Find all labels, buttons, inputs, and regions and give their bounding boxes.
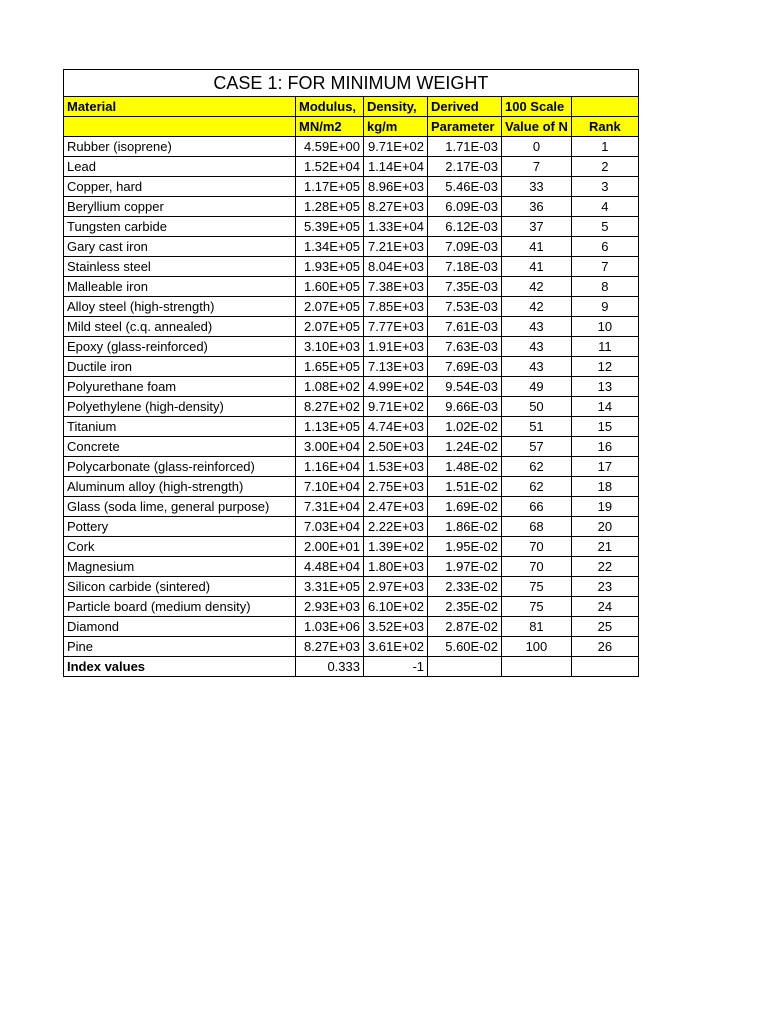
material-cell[interactable]: Pine xyxy=(64,637,296,657)
header-row-1 xyxy=(64,97,639,117)
density-cell[interactable]: 4.99E+02 xyxy=(364,377,428,397)
table-row xyxy=(64,457,639,477)
rank-cell[interactable]: 10 xyxy=(571,317,638,337)
rank-cell[interactable]: 3 xyxy=(571,177,638,197)
table-row xyxy=(64,417,639,437)
modulus-cell[interactable]: 2.00E+01 xyxy=(296,537,364,557)
derived-parameter-cell[interactable]: 5.46E-03 xyxy=(428,177,502,197)
modulus-cell[interactable]: 8.27E+03 xyxy=(296,637,364,657)
table-row xyxy=(64,237,639,257)
material-cell[interactable]: Polyethylene (high-density) xyxy=(64,397,296,417)
derived-parameter-cell[interactable]: 5.60E-02 xyxy=(428,637,502,657)
rank-cell[interactable]: 14 xyxy=(571,397,638,417)
rank-cell[interactable]: 2 xyxy=(571,157,638,177)
density-cell[interactable]: 1.53E+03 xyxy=(364,457,428,477)
modulus-cell[interactable]: 1.03E+06 xyxy=(296,617,364,637)
material-cell[interactable]: Malleable iron xyxy=(64,277,296,297)
density-index-cell[interactable]: -1 xyxy=(364,657,428,677)
modulus-cell[interactable]: 5.39E+05 xyxy=(296,217,364,237)
table-row xyxy=(64,377,639,397)
material-cell[interactable]: Copper, hard xyxy=(64,177,296,197)
derived-parameter-cell[interactable]: 7.63E-03 xyxy=(428,337,502,357)
material-cell[interactable]: Ductile iron xyxy=(64,357,296,377)
density-cell[interactable]: 7.38E+03 xyxy=(364,277,428,297)
material-cell[interactable]: Mild steel (c.q. annealed) xyxy=(64,317,296,337)
derived-parameter-cell[interactable]: 2.87E-02 xyxy=(428,617,502,637)
density-cell[interactable]: 9.71E+02 xyxy=(364,397,428,417)
header-cell[interactable]: 100 Scale xyxy=(502,97,572,117)
material-cell[interactable]: Polyurethane foam xyxy=(64,377,296,397)
table-row xyxy=(64,177,639,197)
derived-parameter-cell[interactable]: 1.71E-03 xyxy=(428,137,502,157)
scale-value-cell[interactable]: 7 xyxy=(502,157,572,177)
scale-value-cell[interactable]: 81 xyxy=(502,617,572,637)
table-row xyxy=(64,317,639,337)
table-title[interactable]: CASE 1: FOR MINIMUM WEIGHT xyxy=(64,70,639,97)
density-cell[interactable]: 4.74E+03 xyxy=(364,417,428,437)
rank-cell[interactable]: 4 xyxy=(571,197,638,217)
table-row xyxy=(64,437,639,457)
density-cell[interactable]: 1.14E+04 xyxy=(364,157,428,177)
header-cell[interactable]: Parameter xyxy=(428,117,502,137)
scale-value-cell[interactable]: 66 xyxy=(502,497,572,517)
density-cell[interactable]: 2.75E+03 xyxy=(364,477,428,497)
derived-parameter-cell[interactable]: 1.86E-02 xyxy=(428,517,502,537)
modulus-index-cell[interactable]: 0.333 xyxy=(296,657,364,677)
modulus-cell[interactable]: 2.07E+05 xyxy=(296,297,364,317)
scale-value-cell[interactable]: 43 xyxy=(502,357,572,377)
modulus-cell[interactable]: 1.13E+05 xyxy=(296,417,364,437)
table-row xyxy=(64,337,639,357)
derived-parameter-cell[interactable]: 9.66E-03 xyxy=(428,397,502,417)
derived-parameter-cell[interactable]: 1.97E-02 xyxy=(428,557,502,577)
derived-parameter-cell[interactable]: 2.35E-02 xyxy=(428,597,502,617)
material-cell[interactable]: Aluminum alloy (high-strength) xyxy=(64,477,296,497)
density-cell[interactable]: 1.33E+04 xyxy=(364,217,428,237)
derived-parameter-cell[interactable]: 9.54E-03 xyxy=(428,377,502,397)
scale-value-cell[interactable]: 70 xyxy=(502,557,572,577)
rank-cell[interactable]: 9 xyxy=(571,297,638,317)
derived-parameter-cell[interactable]: 7.18E-03 xyxy=(428,257,502,277)
density-cell[interactable]: 8.96E+03 xyxy=(364,177,428,197)
scale-index-cell[interactable] xyxy=(502,657,572,677)
derived-parameter-cell[interactable]: 1.51E-02 xyxy=(428,477,502,497)
scale-value-cell[interactable]: 42 xyxy=(502,277,572,297)
material-cell[interactable]: Particle board (medium density) xyxy=(64,597,296,617)
rank-cell[interactable]: 20 xyxy=(571,517,638,537)
density-cell[interactable]: 1.39E+02 xyxy=(364,537,428,557)
material-cell[interactable]: Magnesium xyxy=(64,557,296,577)
header-cell[interactable]: Modulus, xyxy=(296,97,364,117)
table-row xyxy=(64,557,639,577)
spreadsheet xyxy=(63,69,639,677)
table-row xyxy=(64,397,639,417)
density-cell[interactable]: 6.10E+02 xyxy=(364,597,428,617)
density-cell[interactable]: 2.50E+03 xyxy=(364,437,428,457)
scale-value-cell[interactable]: 51 xyxy=(502,417,572,437)
table-row xyxy=(64,137,639,157)
derived-parameter-cell[interactable]: 7.69E-03 xyxy=(428,357,502,377)
density-cell[interactable]: 1.91E+03 xyxy=(364,337,428,357)
scale-value-cell[interactable]: 43 xyxy=(502,337,572,357)
title-row xyxy=(64,70,639,97)
density-cell[interactable]: 7.21E+03 xyxy=(364,237,428,257)
rank-cell[interactable]: 15 xyxy=(571,417,638,437)
modulus-cell[interactable]: 8.27E+02 xyxy=(296,397,364,417)
density-cell[interactable]: 2.97E+03 xyxy=(364,577,428,597)
density-cell[interactable]: 7.85E+03 xyxy=(364,297,428,317)
rank-cell[interactable]: 23 xyxy=(571,577,638,597)
scale-value-cell[interactable]: 62 xyxy=(502,477,572,497)
header-cell[interactable]: Material xyxy=(64,97,296,117)
rank-cell[interactable]: 6 xyxy=(571,237,638,257)
material-cell[interactable]: Beryllium copper xyxy=(64,197,296,217)
derived-parameter-cell[interactable]: 7.35E-03 xyxy=(428,277,502,297)
derived-parameter-cell[interactable]: 7.09E-03 xyxy=(428,237,502,257)
scale-value-cell[interactable]: 42 xyxy=(502,297,572,317)
table-row xyxy=(64,537,639,557)
modulus-cell[interactable]: 1.93E+05 xyxy=(296,257,364,277)
derived-parameter-cell[interactable]: 6.09E-03 xyxy=(428,197,502,217)
table-row xyxy=(64,217,639,237)
modulus-cell[interactable]: 1.17E+05 xyxy=(296,177,364,197)
density-cell[interactable]: 8.04E+03 xyxy=(364,257,428,277)
derived-parameter-cell[interactable]: 2.17E-03 xyxy=(428,157,502,177)
table-row xyxy=(64,497,639,517)
modulus-cell[interactable]: 7.03E+04 xyxy=(296,517,364,537)
rank-cell[interactable]: 13 xyxy=(571,377,638,397)
modulus-cell[interactable]: 4.48E+04 xyxy=(296,557,364,577)
table-row xyxy=(64,617,639,637)
scale-value-cell[interactable]: 50 xyxy=(502,397,572,417)
derived-parameter-cell[interactable]: 7.53E-03 xyxy=(428,297,502,317)
modulus-cell[interactable]: 4.59E+00 xyxy=(296,137,364,157)
material-cell[interactable]: Lead xyxy=(64,157,296,177)
derived-parameter-cell[interactable]: 1.24E-02 xyxy=(428,437,502,457)
rank-index-cell[interactable] xyxy=(571,657,638,677)
scale-value-cell[interactable]: 0 xyxy=(502,137,572,157)
material-cell[interactable]: Epoxy (glass-reinforced) xyxy=(64,337,296,357)
modulus-cell[interactable]: 1.28E+05 xyxy=(296,197,364,217)
rank-cell[interactable]: 8 xyxy=(571,277,638,297)
rank-cell[interactable]: 7 xyxy=(571,257,638,277)
table-row xyxy=(64,197,639,217)
material-cell[interactable]: Rubber (isoprene) xyxy=(64,137,296,157)
scale-value-cell[interactable]: 75 xyxy=(502,597,572,617)
modulus-cell[interactable]: 1.34E+05 xyxy=(296,237,364,257)
modulus-cell[interactable]: 1.08E+02 xyxy=(296,377,364,397)
scale-value-cell[interactable]: 75 xyxy=(502,577,572,597)
density-cell[interactable]: 1.80E+03 xyxy=(364,557,428,577)
modulus-cell[interactable]: 1.65E+05 xyxy=(296,357,364,377)
rank-cell[interactable]: 25 xyxy=(571,617,638,637)
rank-cell[interactable]: 1 xyxy=(571,137,638,157)
header-cell[interactable]: Derived xyxy=(428,97,502,117)
density-cell[interactable]: 9.71E+02 xyxy=(364,137,428,157)
rank-cell[interactable]: 12 xyxy=(571,357,638,377)
index-values-row xyxy=(64,657,639,677)
modulus-cell[interactable]: 3.00E+04 xyxy=(296,437,364,457)
rank-cell[interactable]: 19 xyxy=(571,497,638,517)
modulus-cell[interactable]: 3.31E+05 xyxy=(296,577,364,597)
header-cell[interactable] xyxy=(64,117,296,137)
table-row xyxy=(64,277,639,297)
materials-table xyxy=(63,69,639,677)
derived-parameter-cell[interactable]: 1.69E-02 xyxy=(428,497,502,517)
scale-value-cell[interactable]: 49 xyxy=(502,377,572,397)
rank-cell[interactable]: 22 xyxy=(571,557,638,577)
derived-parameter-cell[interactable]: 1.48E-02 xyxy=(428,457,502,477)
rank-cell[interactable]: 17 xyxy=(571,457,638,477)
rank-cell[interactable]: 5 xyxy=(571,217,638,237)
scale-value-cell[interactable]: 36 xyxy=(502,197,572,217)
derived-parameter-cell[interactable]: 1.02E-02 xyxy=(428,417,502,437)
density-cell[interactable]: 3.52E+03 xyxy=(364,617,428,637)
material-cell[interactable]: Stainless steel xyxy=(64,257,296,277)
derived-parameter-cell[interactable]: 1.95E-02 xyxy=(428,537,502,557)
table-row xyxy=(64,577,639,597)
derived-parameter-cell[interactable]: 2.33E-02 xyxy=(428,577,502,597)
material-cell[interactable]: Pottery xyxy=(64,517,296,537)
scale-value-cell[interactable]: 70 xyxy=(502,537,572,557)
density-cell[interactable]: 8.27E+03 xyxy=(364,197,428,217)
rank-cell[interactable]: 18 xyxy=(571,477,638,497)
material-cell[interactable]: Polycarbonate (glass-reinforced) xyxy=(64,457,296,477)
derived-index-cell[interactable] xyxy=(428,657,502,677)
material-cell[interactable]: Cork xyxy=(64,537,296,557)
table-row xyxy=(64,517,639,537)
table-row xyxy=(64,157,639,177)
table-row xyxy=(64,257,639,277)
rank-cell[interactable]: 16 xyxy=(571,437,638,457)
modulus-cell[interactable]: 1.60E+05 xyxy=(296,277,364,297)
density-cell[interactable]: 7.77E+03 xyxy=(364,317,428,337)
header-cell[interactable]: Value of N xyxy=(502,117,572,137)
rank-cell[interactable]: 24 xyxy=(571,597,638,617)
modulus-cell[interactable]: 7.10E+04 xyxy=(296,477,364,497)
density-cell[interactable]: 2.47E+03 xyxy=(364,497,428,517)
modulus-cell[interactable]: 1.16E+04 xyxy=(296,457,364,477)
modulus-cell[interactable]: 2.07E+05 xyxy=(296,317,364,337)
header-cell[interactable]: Rank xyxy=(571,117,638,137)
scale-value-cell[interactable]: 100 xyxy=(502,637,572,657)
derived-parameter-cell[interactable]: 7.61E-03 xyxy=(428,317,502,337)
derived-parameter-cell[interactable]: 6.12E-03 xyxy=(428,217,502,237)
material-cell[interactable]: Alloy steel (high-strength) xyxy=(64,297,296,317)
scale-value-cell[interactable]: 41 xyxy=(502,257,572,277)
header-cell[interactable] xyxy=(571,97,638,117)
material-cell[interactable]: Concrete xyxy=(64,437,296,457)
header-row-2 xyxy=(64,117,639,137)
table-row xyxy=(64,357,639,377)
scale-value-cell[interactable]: 37 xyxy=(502,217,572,237)
modulus-cell[interactable]: 7.31E+04 xyxy=(296,497,364,517)
rank-cell[interactable]: 21 xyxy=(571,537,638,557)
header-cell[interactable]: kg/m xyxy=(364,117,428,137)
material-cell[interactable]: Diamond xyxy=(64,617,296,637)
scale-value-cell[interactable]: 41 xyxy=(502,237,572,257)
material-cell[interactable]: Tungsten carbide xyxy=(64,217,296,237)
scale-value-cell[interactable]: 68 xyxy=(502,517,572,537)
table-row xyxy=(64,297,639,317)
material-cell[interactable]: Titanium xyxy=(64,417,296,437)
header-cell[interactable]: MN/m2 xyxy=(296,117,364,137)
modulus-cell[interactable]: 3.10E+03 xyxy=(296,337,364,357)
table-row xyxy=(64,597,639,617)
table-row xyxy=(64,637,639,657)
index-values-label[interactable]: Index values xyxy=(64,657,296,677)
scale-value-cell[interactable]: 33 xyxy=(502,177,572,197)
density-cell[interactable]: 2.22E+03 xyxy=(364,517,428,537)
material-cell[interactable]: Gary cast iron xyxy=(64,237,296,257)
scale-value-cell[interactable]: 43 xyxy=(502,317,572,337)
rank-cell[interactable]: 11 xyxy=(571,337,638,357)
material-cell[interactable]: Silicon carbide (sintered) xyxy=(64,577,296,597)
rank-cell[interactable]: 26 xyxy=(571,637,638,657)
material-cell[interactable]: Glass (soda lime, general purpose) xyxy=(64,497,296,517)
density-cell[interactable]: 7.13E+03 xyxy=(364,357,428,377)
table-row xyxy=(64,477,639,497)
scale-value-cell[interactable]: 62 xyxy=(502,457,572,477)
modulus-cell[interactable]: 1.52E+04 xyxy=(296,157,364,177)
density-cell[interactable]: 3.61E+02 xyxy=(364,637,428,657)
header-cell[interactable]: Density, xyxy=(364,97,428,117)
scale-value-cell[interactable]: 57 xyxy=(502,437,572,457)
modulus-cell[interactable]: 2.93E+03 xyxy=(296,597,364,617)
